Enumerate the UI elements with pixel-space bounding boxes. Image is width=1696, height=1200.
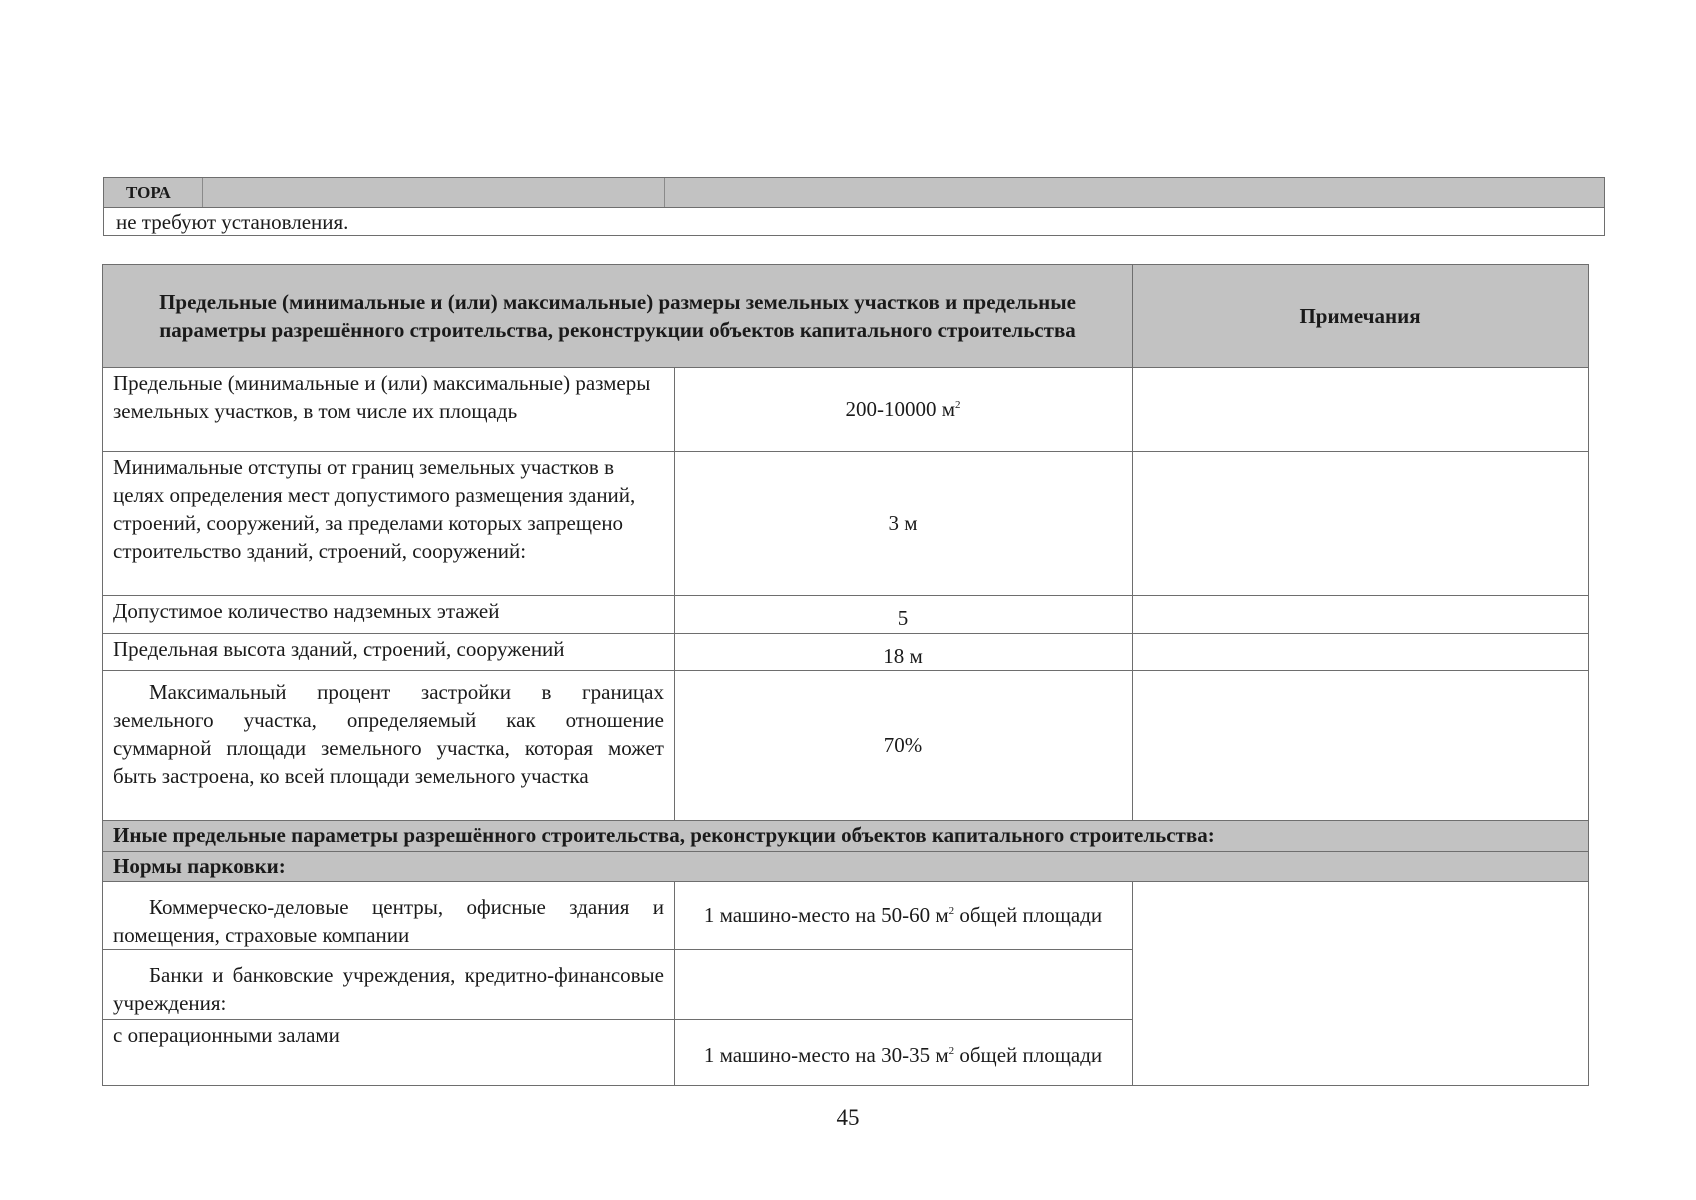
grid-line <box>103 633 1588 634</box>
row-coverage-param: Максимальный процент застройки в границах земельного участка, определяемый как отношение суммарной площади земельного участка, которая может быть застроена, ко всей площади земельного участка <box>113 680 664 788</box>
row-setbacks-value: 3 м <box>888 511 918 535</box>
grid-line <box>103 851 1588 852</box>
grid-line <box>674 367 675 820</box>
parking-row-business-param: Коммерческо-деловые центры, офисные здания и помещения, страховые компании <box>113 895 664 947</box>
grid-line <box>1132 881 1133 1085</box>
row-setbacks-param: Минимальные отступы от границ земельных участков в целях определения мест допустимого размещения зданий, строений, сооружений, за пределами которых запрещено строительство зданий, строений, сооружений: <box>113 455 636 563</box>
grid-line <box>103 881 1588 882</box>
parking-row-operational-param: с операционными залами <box>113 1023 340 1047</box>
row-coverage-value: 70% <box>883 733 923 757</box>
parking-row-operational-value: 1 машино-место на 30-35 $м^2$ общей площади <box>703 1043 1103 1067</box>
page-number: 45 <box>836 1105 860 1130</box>
row-plot-size-value: 200-10000 $м^2$ <box>845 397 961 421</box>
grid-line <box>103 820 1588 821</box>
parking-row-banks-param: Банки и банковские учреждения, кредитно-финансовые учреждения: <box>113 963 664 1015</box>
top-table-header <box>104 178 1604 208</box>
row-height-param: Предельная высота зданий, строений, сооружений <box>113 637 565 661</box>
grid-line <box>103 595 1588 596</box>
grid-line <box>1132 265 1133 820</box>
header-notes: Примечания <box>1132 265 1588 367</box>
top-table-fragment <box>103 177 1605 236</box>
grid-line <box>103 1019 1132 1020</box>
parameters-table <box>102 264 1589 1086</box>
grid-line <box>103 451 1588 452</box>
row-height-value: 18 м <box>883 643 923 668</box>
section-parking-norms: Нормы парковки: <box>103 851 1588 881</box>
header-parameters: Предельные (минимальные и (или) максимальные) размеры земельных участков и предельные параметры разрешённого строительства, реконструкции объектов капитального строительства <box>103 265 1132 367</box>
grid-line <box>103 367 1588 368</box>
parking-row-business-value: 1 машино-место на 50-60 $м^2$ общей площади <box>703 903 1103 927</box>
row-floors-param: Допустимое количество надземных этажей <box>113 599 500 623</box>
top-table-header-empty-cell <box>203 178 665 207</box>
grid-line <box>103 670 1588 671</box>
grid-line <box>674 881 675 1085</box>
grid-line <box>103 949 1132 950</box>
row-floors-value: 5 <box>897 606 909 630</box>
row-plot-size-param: Предельные (минимальные и (или) максимальные) размеры земельных участков, в том числе их площадь <box>113 371 651 423</box>
top-table-header-label: ТОРА <box>104 178 203 207</box>
top-table-row-text: не требуют установления. <box>116 210 349 234</box>
section-other-parameters: Иные предельные параметры разрешённого строительства, реконструкции объектов капитального строительства: <box>103 820 1588 851</box>
